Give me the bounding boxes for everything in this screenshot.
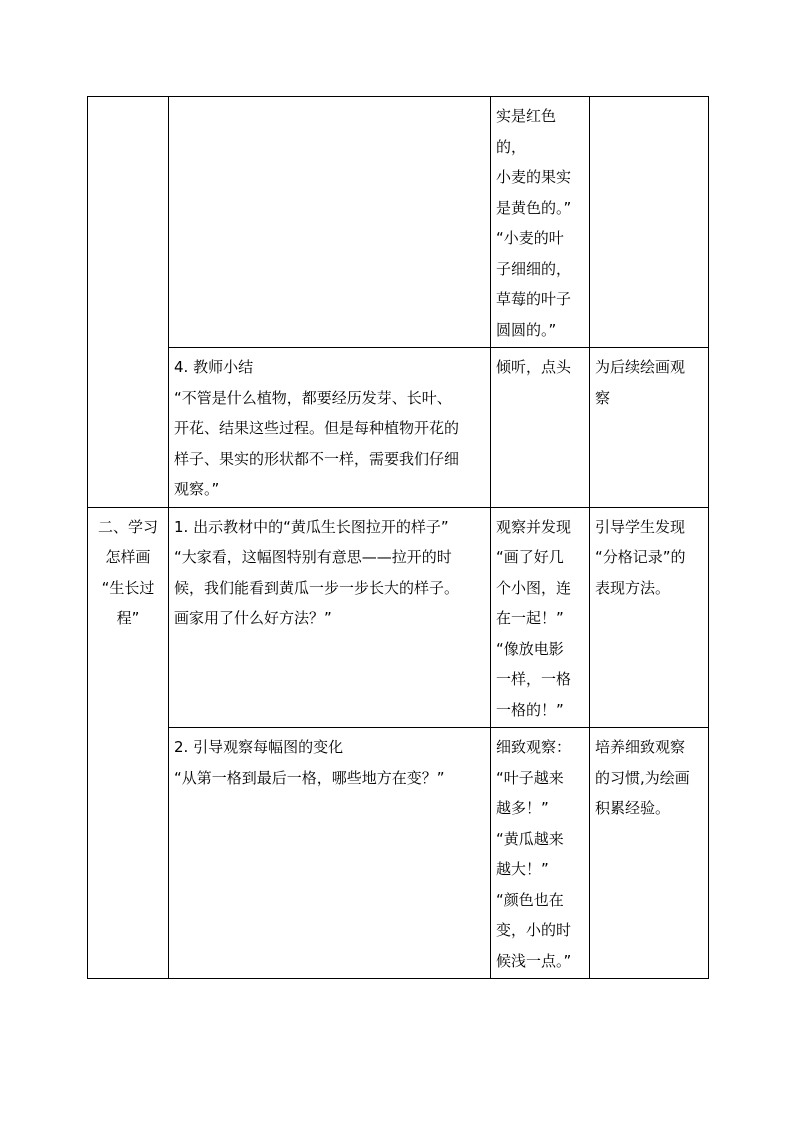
teacher-activity-cell xyxy=(169,97,491,348)
cell-line: “画了好几 xyxy=(496,548,564,566)
cell-line: 1. 出示教材中的“黄瓜生长图拉开的样子” xyxy=(174,517,449,536)
teacher-activity-cell xyxy=(169,348,491,508)
student-activity-cell xyxy=(491,728,590,979)
cell-line: “叶子越来 xyxy=(496,768,564,787)
table-row xyxy=(88,97,709,348)
cell-line: “像放电影 xyxy=(496,639,564,658)
cell-line: “分格记录”的 xyxy=(595,548,686,566)
design-purpose-cell xyxy=(590,507,709,728)
cell-line: 二、学习 xyxy=(97,517,158,536)
cell-line: “生长过 xyxy=(101,578,155,597)
cell-line: 画家用了什么好方法？” xyxy=(174,609,332,627)
cell-line: 培养细致观察 xyxy=(595,738,686,756)
cell-line: 的习惯,为绘画 xyxy=(595,768,690,787)
cell-line: 个小图，连 xyxy=(496,578,572,597)
cell-line: 子细细的， xyxy=(496,259,572,278)
cell-line: 变，小的时 xyxy=(496,921,572,939)
student-activity-cell xyxy=(491,507,590,728)
cell-line: 越多！” xyxy=(496,799,549,817)
cell-line: 实是红色的， xyxy=(496,107,557,156)
student-activity-cell xyxy=(491,97,590,348)
cell-line: “颜色也在 xyxy=(496,890,564,909)
cell-line: 候浅一点。” xyxy=(496,951,572,970)
cell-line: 草莓的叶子 xyxy=(496,290,572,308)
cell-line: 一样，一格 xyxy=(496,670,572,688)
teacher-activity-cell xyxy=(169,728,491,979)
cell-line: 2. 引导观察每幅图的变化 xyxy=(174,738,344,756)
cell-line: 小麦的果实 xyxy=(496,168,572,186)
cell-line: 察 xyxy=(595,388,611,407)
stage-cell xyxy=(88,97,169,508)
cell-line: 怎样画 xyxy=(105,548,151,566)
cell-line: 观察。” xyxy=(174,480,220,498)
cell-line: 4. 教师小结 xyxy=(174,358,254,376)
cell-line: 一格的！” xyxy=(496,700,564,719)
teacher-activity-cell xyxy=(169,507,491,728)
cell-line: 引导学生发现 xyxy=(595,517,686,536)
cell-line: 倾听，点头 xyxy=(496,358,572,376)
cell-line: 样子、果实的形状都不一样，需要我们仔细 xyxy=(174,449,460,468)
cell-line: 表现方法。 xyxy=(595,578,671,597)
cell-line: 观察并发现 xyxy=(496,517,572,536)
table-row xyxy=(88,728,709,979)
stage-cell xyxy=(88,507,169,979)
cell-line: “黄瓜越来 xyxy=(496,829,564,848)
cell-line: 圆圆的。” xyxy=(496,320,557,339)
student-activity-cell xyxy=(491,348,590,508)
lesson-plan-table xyxy=(87,96,709,979)
cell-line: “从第一格到最后一格，哪些地方在变？” xyxy=(174,768,445,787)
design-purpose-cell xyxy=(590,348,709,508)
cell-line: 为后续绘画观 xyxy=(595,358,686,376)
cell-line: “小麦的叶 xyxy=(496,229,564,247)
table-row xyxy=(88,507,709,728)
cell-line: 是黄色的。” xyxy=(496,198,572,217)
cell-line: “不管是什么植物，都要经历发芽、长叶、 xyxy=(174,388,452,407)
design-purpose-cell xyxy=(590,728,709,979)
cell-line: 积累经验。 xyxy=(595,799,671,817)
table-row xyxy=(88,348,709,508)
cell-line: 越大！” xyxy=(496,860,549,878)
cell-line: 细致观察： xyxy=(496,738,572,756)
cell-line: 程” xyxy=(116,609,140,627)
cell-line: 开花、结果这些过程。但是每种植物开花的 xyxy=(174,419,460,437)
design-purpose-cell xyxy=(590,97,709,348)
cell-line: 在一起！” xyxy=(496,609,564,627)
cell-line: “大家看，这幅图特别有意思——拉开的时 xyxy=(174,548,452,566)
cell-line: 候，我们能看到黄瓜一步一步长大的样子。 xyxy=(174,578,460,597)
